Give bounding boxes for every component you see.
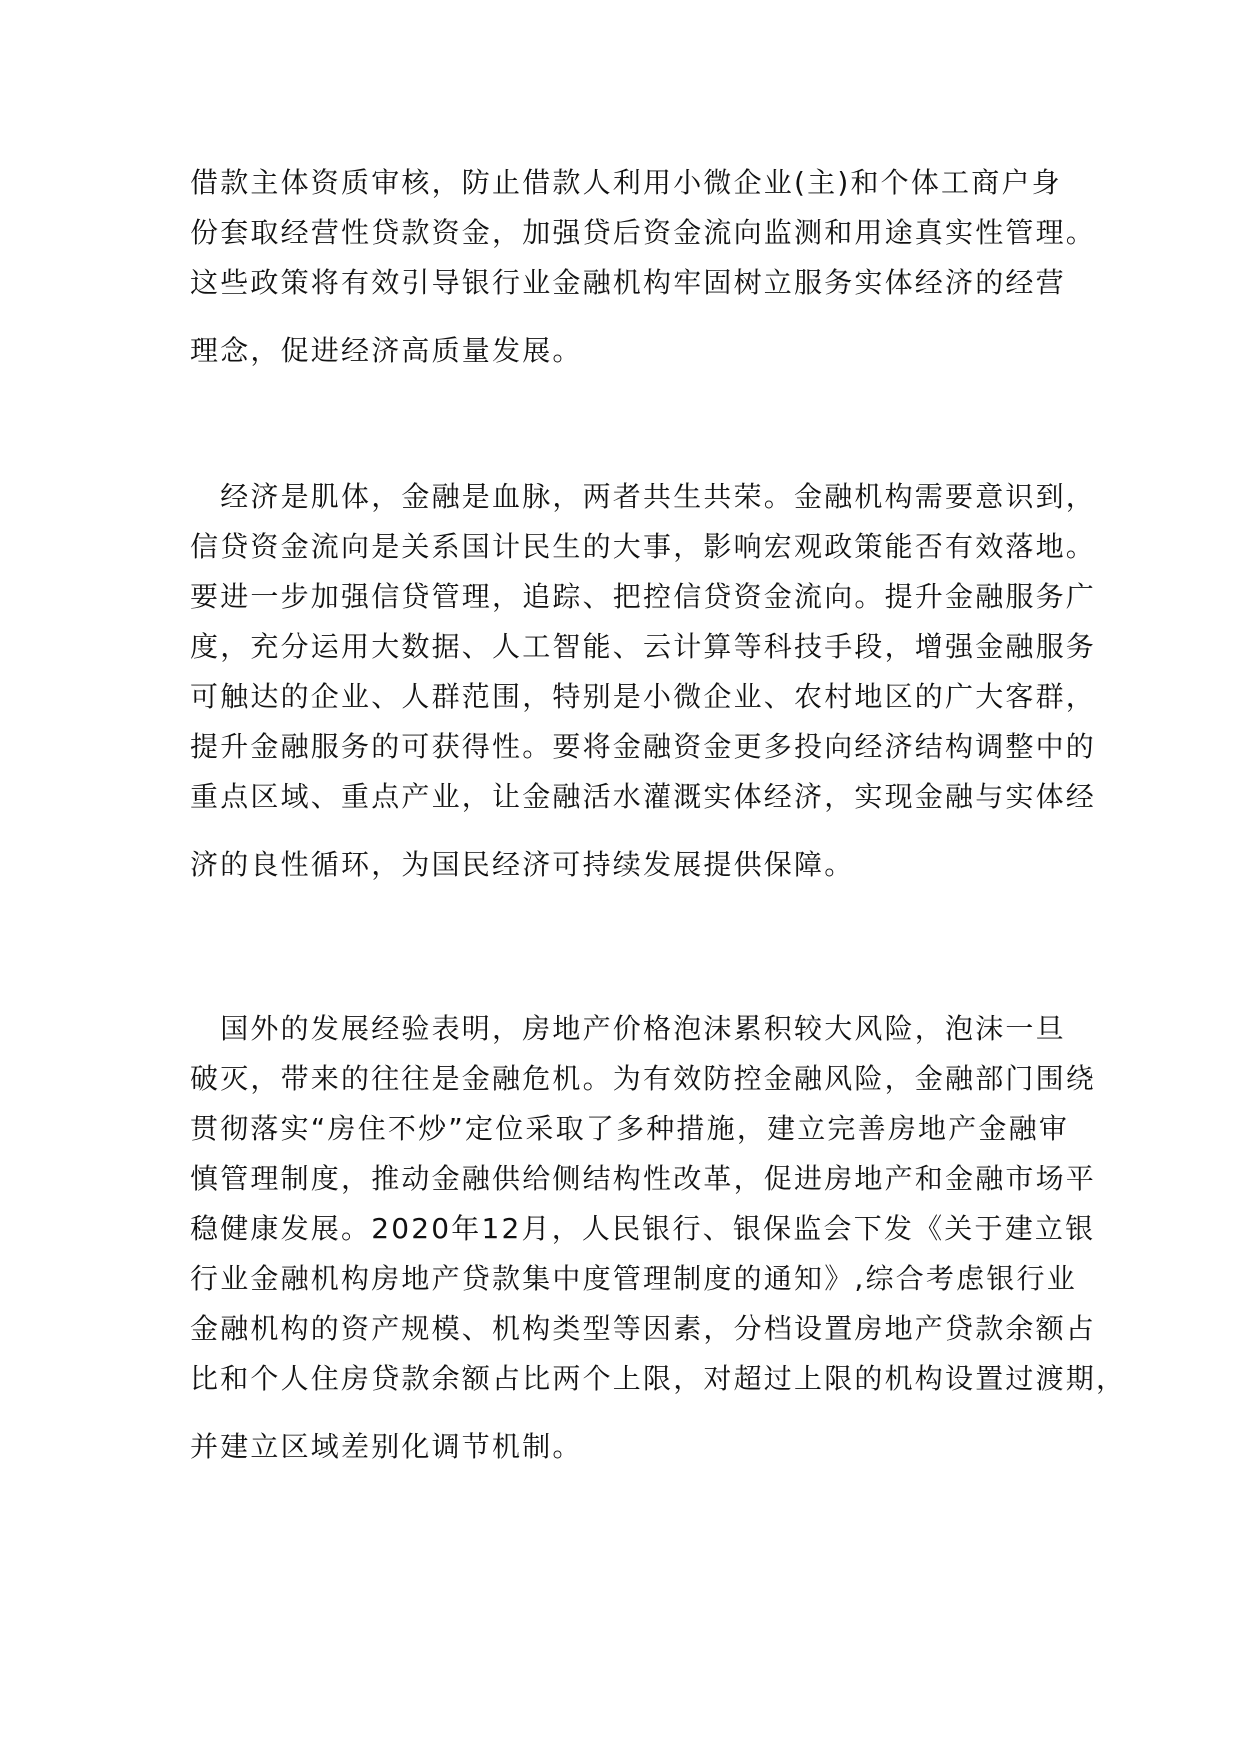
text-line: 信贷资金流向是关系国计民生的大事，影响宏观政策能否有效落地。 bbox=[190, 530, 1097, 563]
text-line: 行业金融机构房地产贷款集中度管理制度的通知》,综合考虑银行业 bbox=[190, 1262, 1077, 1295]
paragraph-1 bbox=[190, 158, 1097, 376]
text-line: 金融机构的资产规模、机构类型等因素，分档设置房地产贷款余额占 bbox=[190, 1312, 1097, 1345]
text-line: 可触达的企业、人群范围，特别是小微企业、农村地区的广大客群， bbox=[190, 680, 1097, 713]
text-line: 理念，促进经济高质量发展。 bbox=[190, 334, 583, 367]
text-line: 破灭，带来的往往是金融危机。为有效防控金融风险，金融部门围绕 bbox=[190, 1062, 1097, 1095]
text-line: 贯彻落实“房住不炒”定位采取了多种措施，建立完善房地产金融审 bbox=[190, 1112, 1070, 1145]
paragraph-3 bbox=[190, 1004, 1127, 1472]
text-line: 济的良性循环，为国民经济可持续发展提供保障。 bbox=[190, 848, 855, 881]
text-line: 并建立区域差别化调节机制。 bbox=[190, 1430, 583, 1463]
text-line: 重点区域、重点产业，让金融活水灌溉实体经济，实现金融与实体经 bbox=[190, 780, 1097, 813]
text-line: 借款主体资质审核，防止借款人利用小微企业(主)和个体工商户身 bbox=[190, 166, 1062, 199]
text-line: 经济是肌体，金融是血脉，两者共生共荣。金融机构需要意识到， bbox=[190, 480, 1097, 513]
text-line: 度，充分运用大数据、人工智能、云计算等科技手段，增强金融服务 bbox=[190, 630, 1097, 663]
text-line: 稳健康发展。2020年12月，人民银行、银保监会下发《关于建立银 bbox=[190, 1212, 1096, 1245]
text-line: 慎管理制度，推动金融供给侧结构性改革，促进房地产和金融市场平 bbox=[190, 1162, 1097, 1195]
text-line: 提升金融服务的可获得性。要将金融资金更多投向经济结构调整中的 bbox=[190, 730, 1097, 763]
text-line: 这些政策将有效引导银行业金融机构牢固树立服务实体经济的经营 bbox=[190, 266, 1066, 299]
text-line: 国外的发展经验表明，房地产价格泡沫累积较大风险，泡沫一旦 bbox=[190, 1012, 1066, 1045]
text-line: 要进一步加强信贷管理，追踪、把控信贷资金流向。提升金融服务广 bbox=[190, 580, 1097, 613]
text-line: 比和个人住房贷款余额占比两个上限，对超过上限的机构设置过渡期， bbox=[190, 1362, 1127, 1395]
text-line: 份套取经营性贷款资金，加强贷后资金流向监测和用途真实性管理。 bbox=[190, 216, 1097, 249]
paragraph-2 bbox=[190, 472, 1097, 890]
